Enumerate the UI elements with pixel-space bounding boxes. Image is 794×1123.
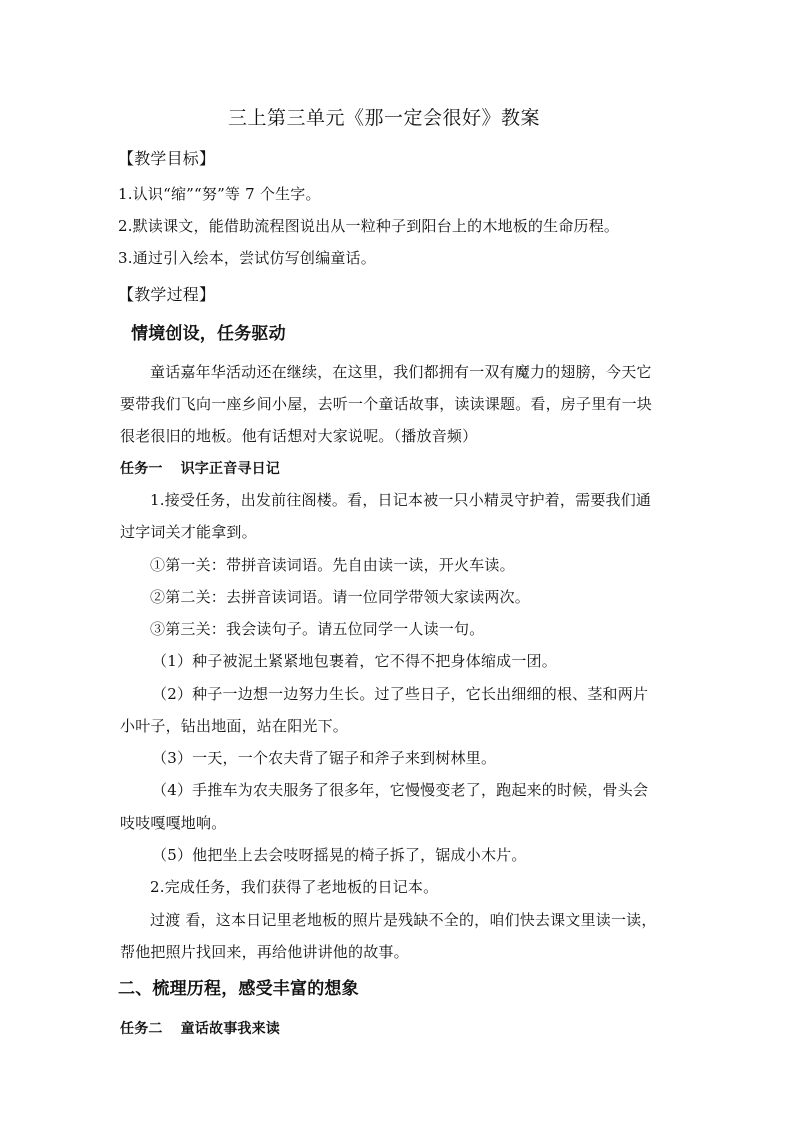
process-heading: 【教学过程】 (118, 285, 216, 304)
list-item: ②第二关：去拼音读词语。请一位同学带领大家读两次。 (150, 588, 531, 606)
list-item: ①第一关：带拼音读词语。先自由读一读，开火车读。 (150, 556, 515, 574)
task1-title: 识字正音寻日记 (180, 461, 281, 477)
document-title: 三上第三单元《那一定会很好》教案 (228, 107, 541, 129)
part2-heading: 二、梳理历程，感受丰富的想象 (118, 979, 359, 999)
transition-line: 过渡 看，这本日记里老地板的照片是残缺不全的，咱们快去课文里读一读， (150, 911, 657, 929)
task2-label: 任务二 (120, 1021, 163, 1037)
list-item: ③第三关：我会读句子。请五位同学一人读一句。 (150, 620, 485, 638)
paragraph-line: 很老很旧的地板。他有话想对大家说呢。（播放音频） (120, 427, 478, 445)
paragraph-line: 1.接受任务，出发前往阁楼。看，日记本被一只小精灵守护着，需要我们通 (150, 491, 652, 509)
paragraph-line: 小叶子，钻出地面，站在阳光下。 (120, 717, 349, 735)
paragraph-line: 2.完成任务，我们获得了老地板的日记本。 (150, 878, 439, 896)
task2-title: 童话故事我来读 (180, 1021, 281, 1037)
task1-heading (120, 459, 280, 479)
task2-heading (120, 1019, 280, 1039)
sentence-item: （4）手推车为农夫服务了很多年，它慢慢变老了，跑起来的时候，骨头会 (152, 781, 649, 799)
sentence-item: （5）他把坐上去会吱呀摇晃的椅子拆了，锯成小木片。 (152, 846, 527, 864)
part1-heading: 情境创设，任务驱动 (131, 324, 286, 344)
paragraph-line: 要带我们飞向一座乡间小屋，去听一个童话故事，读读课题。看，房子里有一块 (120, 395, 653, 413)
sentence-item: （2）种子一边想一边努力生长。过了些日子，它长出细细的根、茎和两片 (152, 685, 649, 703)
paragraph-line: 帮他把照片找回来，再给他讲讲他的故事。 (120, 943, 409, 961)
goal-item: 1.认识“缩”“努”等 7 个生字。 (118, 185, 321, 203)
task1-label: 任务一 (120, 461, 163, 477)
goals-heading: 【教学目标】 (118, 149, 216, 168)
goal-item: 2.默读课文，能借助流程图说出从一粒种子到阳台上的木地板的生命历程。 (118, 217, 620, 235)
paragraph-line: 过字词关才能拿到。 (120, 523, 257, 541)
paragraph-line: 童话嘉年华活动还在继续，在这里，我们都拥有一双有魔力的翅膀，今天它 (150, 363, 652, 381)
sentence-item: （1）种子被泥土紧紧地包裹着，它不得不把身体缩成一团。 (152, 652, 557, 670)
sentence-item: （3）一天，一个农夫背了锯子和斧子来到树林里。 (152, 749, 497, 767)
paragraph-line: 吱吱嘎嘎地响。 (120, 814, 227, 832)
goal-item: 3.通过引入绘本，尝试仿写创编童话。 (118, 249, 376, 267)
